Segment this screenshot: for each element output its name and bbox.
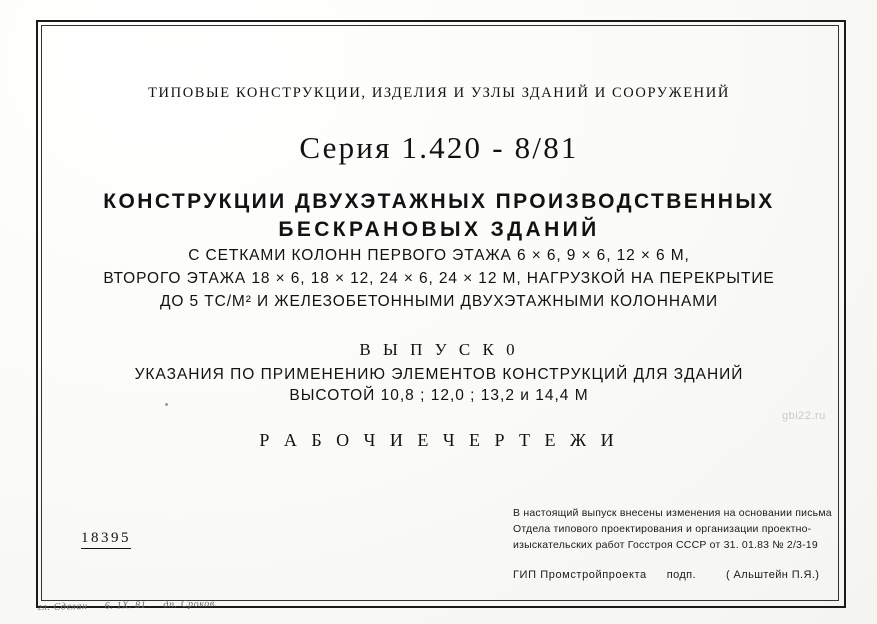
signature-name: ( Альштейн П.Я.) xyxy=(726,569,820,581)
signature-role: ГИП Промстройпроекта xyxy=(513,569,647,581)
issue-label: В Ы П У С К 0 xyxy=(359,340,519,359)
scrawl-1: гл. Сделан xyxy=(37,600,88,614)
series-number: Серия 1.420 - 8/81 xyxy=(299,130,579,165)
watermark: gbi22.ru xyxy=(782,410,826,422)
scrawl-2: 6. 1X. 81 xyxy=(104,599,147,612)
inventory-number: 18395 xyxy=(81,530,131,549)
amendment-signature-row xyxy=(513,567,833,583)
document-title-line-1: КОНСТРУКЦИИ ДВУХЭТАЖНЫХ ПРОИЗВОДСТВЕННЫХ xyxy=(103,190,775,213)
amendment-note-line-2: Отдела типового проектирования и организации проектно- xyxy=(513,523,812,535)
title-block-content xyxy=(41,25,837,599)
stray-ink-mark xyxy=(165,403,168,406)
amendment-note xyxy=(513,505,833,583)
issue-description-line-1: УКАЗАНИЯ ПО ПРИМЕНЕНИЮ ЭЛЕМЕНТОВ КОНСТРУКЦИЙ ДЛЯ ЗДАНИЙ xyxy=(134,366,744,383)
document-title-line-2: БЕСКРАНОВЫХ ЗДАНИЙ xyxy=(278,218,600,241)
signature-podp-label: подп. xyxy=(666,569,696,581)
document-subtitle-line-1: С СЕТКАМИ КОЛОНН ПЕРВОГО ЭТАЖА 6 × 6, 9 × 6, 12 × 6 М, xyxy=(188,247,690,264)
working-drawings-label: Р А Б О Ч И Е Ч Е Р Т Е Ж И xyxy=(259,430,619,450)
scrawl-3: дп. Сроков. xyxy=(163,598,218,611)
document-subtitle-line-2: ВТОРОГО ЭТАЖА 18 × 6, 18 × 12, 24 × 6, 24 × 12 М, НАГРУЗКОЙ НА ПЕРЕКРЫТИЕ xyxy=(103,270,775,287)
amendment-note-line-1: В настоящий выпуск внесены изменения на основании письма xyxy=(513,507,832,519)
document-subtitle-line-3: ДО 5 ТС/М² И ЖЕЛЕЗОБЕТОННЫМИ ДВУХЭТАЖНЫМИ КОЛОННАМИ xyxy=(159,293,719,310)
issue-description-line-2: ВЫСОТОЙ 10,8 ; 12,0 ; 13,2 и 14,4 М xyxy=(289,387,589,404)
amendment-note-line-3: изыскательских работ Госстроя СССР от 31. 01.83 № 2/3-19 xyxy=(513,539,818,551)
document-header-line: ТИПОВЫЕ КОНСТРУКЦИИ, ИЗДЕЛИЯ И УЗЛЫ ЗДАНИЙ И СООРУЖЕНИЙ xyxy=(148,85,730,101)
